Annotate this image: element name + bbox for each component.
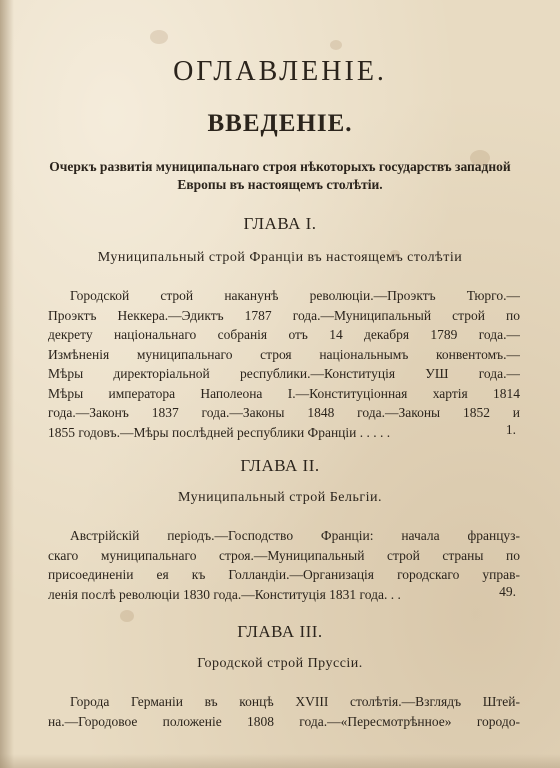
contents-line: скаго муниципальнаго строя.—Муниципальный строй страны по: [48, 547, 520, 563]
contents-line: года.—Законъ 1837 года.—Законы 1848 года.—Законы 1852 и: [48, 405, 520, 420]
chapter-2-page-number: 49.: [499, 584, 516, 599]
page-bottom-shadow: [0, 754, 560, 768]
chapter-3-label: ГЛАВА III.: [237, 622, 323, 641]
contents-line: Измѣненія муниципальнаго строя національнымъ конвентомъ.—: [48, 346, 520, 362]
contents-line: декрету національнаго собранія отъ 14 декабря 1789 года.—: [48, 327, 520, 342]
contents-line: Города Германіи въ концѣ XVIII столѣтія.—Взглядъ Штей-: [70, 694, 520, 709]
introduction-subtitle: [0, 158, 560, 194]
contents-line: присоединеніи ея къ Голландіи.—Организація городскаго управ-: [48, 567, 520, 582]
contents-line: Городской строй наканунѣ революціи.—Проэктъ Тюрго.—: [70, 288, 520, 303]
contents-line: на.—Городовое положеніе 1808 года.—«Пересмотрѣнное» городо-: [48, 713, 520, 729]
contents-line: Проэктъ Неккера.—Эдиктъ 1787 года.—Муниципальный строй по: [48, 307, 520, 323]
introduction-heading: ВВЕДЕНІЕ.: [207, 110, 353, 137]
contents-line: Австрійскій періодъ.—Господство Франціи: начала француз-: [70, 528, 520, 543]
contents-line: Мѣры директоріальной республики.—Конституція УШ года.—: [48, 366, 520, 381]
foxing-spot: [330, 40, 342, 50]
foxing-spot: [150, 30, 168, 44]
foxing-spot: [120, 610, 134, 622]
chapter-3-title: Городской строй Пруссіи.: [197, 656, 363, 671]
chapter-3-contents: [48, 692, 520, 731]
subtitle-line: Европы въ настоящемъ столѣтіи.: [177, 177, 383, 192]
contents-line: Мѣры императора Наполеона I.—Конституціонная хартія 1814: [48, 385, 520, 401]
subtitle-line: Очеркъ развитія муниципальнаго строя нѣкоторыхъ государствъ западной: [49, 159, 511, 174]
contents-line: ленія послѣ революціи 1830 года.—Конституція 1831 года. . .: [48, 586, 401, 602]
chapter-2-label: ГЛАВА II.: [240, 456, 320, 475]
contents-line: 1855 годовъ.—Мѣры послѣдней республики Франціи . . . . .: [48, 424, 391, 440]
chapter-1-page-number: 1.: [505, 422, 516, 437]
chapter-2-contents: [48, 526, 520, 604]
chapter-1-label: ГЛАВА I.: [243, 214, 317, 233]
chapter-2-title: Муниципальный строй Бельгіи.: [178, 490, 382, 505]
page-title: ОГЛАВЛЕНІЕ.: [173, 56, 387, 87]
chapter-1-title: Муниципальный строй Франціи въ настоящемъ столѣтіи: [97, 250, 463, 265]
chapter-1-contents: [48, 286, 520, 442]
